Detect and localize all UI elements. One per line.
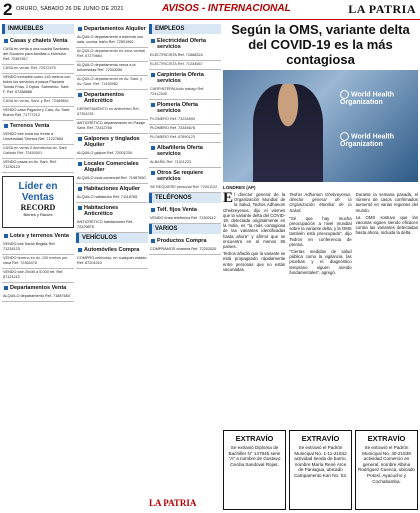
classified-ad: ALQUILO departamento a estrenar con sala, cocina, baño Ref. 72501962 [76,34,148,48]
classified-ad: VENDO inmueble como 140 metros con todos los servicios a pasos Plazuela Tomás Frías, 2 Dptos. Sarmiento, Sant. F. Ref. 67288888 [2,74,74,98]
extravio-notices [223,430,418,510]
extravio-body: Se extravió el Padrón Municipal No. 1-11-21842 actividad tienda de barrio, nombre María René Arce de Paniagua, ubicado Campamento Kan No. 53. [293,445,348,478]
article-paragraph: El director general de la Organización Mundial de la Salud, Tedros Adhanom Ghebreyesus, dijo el viernes que la variante delta del COVID-19, detectada originalmente en la India, es "la más contagiosa de las variantes identificadas hasta ahora" y afirmó que se encuentra en al menos 85 países. [223,190,286,250]
classified-ad: CASA en venta a una cuadra Santuario del Socavón para familias o inversión. Ref. 72467817 [2,46,74,65]
extravio-title: EXTRAVÍO [367,434,406,443]
article-byline: LONDRES (AP) [223,185,256,190]
classified-heading: Otros Se requiere servicios [149,168,221,184]
classified-ad: DEPARTAMENTO en anticrético Ref. 67354781 [76,106,148,120]
article-paragraph: "Ciertas medidas de salud pública como la vigilancia, las pruebas y el diagnóstico temprano siguen siendo fundamentales", agregó. [289,249,352,275]
classified-ad: ALQUILO galpón Ref. 72001234 [76,150,148,159]
classified-heading: Departamentos Anticrético [76,90,148,106]
varios-groups [149,236,221,255]
classified-heading: Automóviles Compra [76,245,148,255]
classified-ad: COMPRO vehículos, en cualquier estado Ref. 67201010 [76,255,148,269]
classified-heading: Departamentos Venta [2,283,74,293]
classified-groups-lower [2,231,74,302]
who-logo-top [340,90,410,107]
classified-heading: Habitaciones Anticrético [76,203,148,219]
classified-ad: ALQUILO departamento en Av. Sant. y Av. Sant. Ref. 71430982 [76,76,148,90]
classified-ad: PLOMERO Ref. 67890123 [149,134,221,143]
classified-ad: ALBAÑIL Ref. 71011223 [149,159,221,168]
article-column-b [289,192,351,277]
article-column-a [223,192,285,277]
classified-ad: ALQUILO departamento en zona central Ref. 67279864 [76,48,148,62]
classified-heading: Terrenos Venta [2,121,74,131]
lider-line3: RECORD [20,203,56,212]
classified-ad: VENDO lote Santa Brigida Ref. 71234123 [2,241,74,255]
classified-ad: VENDO lote zona sur frente a Universidad Técnica Ref. 71227654 [2,131,74,145]
classified-ad: PLOMERO Ref. 72345678 [149,125,221,134]
drop-cap: E [223,190,234,206]
classified-heading: Albañilería Oferta servicios [149,143,221,159]
classified-ad: ELECTRICISTA Ref. 71568324 [149,52,221,61]
classified-groups [76,24,148,233]
classified-groups [2,36,74,173]
category-varios: VARIOS [149,224,221,234]
classified-heading: Locales Comerciales Alquiler [76,159,148,175]
article-paragraph: "Sé que hay mucha preocupación a nivel mundial sobre la variante delta, y la OMS también está preocupada", dijo Tedros en conferencia de prensa. [289,215,352,247]
classified-ad: ALQUILO local comercial Ref. 71987650 [76,175,148,184]
article-column-b-text [289,216,351,275]
article-photo [223,70,418,182]
article-body [223,192,418,277]
classified-ad: VENDO casa Pagador y Caro, Av. Sant. Bueno Ref. 71777212 [2,107,74,121]
lider-line1: Líder en [18,181,58,192]
section-title: AVISOS - INTERNACIONAL [162,3,291,14]
who-logo-text-2: World Health Organization [340,133,395,149]
photo-person [253,84,323,182]
classifieds-column-2 [76,24,148,513]
extravio-body: Se extravió Diploma de Bachiller N° 147845 serie "A" a nombre de Gustavo Cecilia Sandoval Rojas. [228,445,281,467]
lider-line2: Ventas [21,192,55,203]
classified-ad: ELECTRICISTA Ref. 71234567 [149,61,221,70]
classified-ad: VENDO casas en Av. Sant. Ref. 71230123 [2,159,74,173]
photo-caption: Tedros Adhanom Ghebreyesus, director general de la Organización Mundial de la Salud. [289,192,352,213]
classifieds-column-3 [149,24,221,513]
extravio-box [355,430,418,510]
classified-heading: Productos Compra [149,236,221,246]
classified-heading: Electricidad Oferta servicios [149,36,221,52]
classified-ad: VENDO lote 20x30 a 5.000 ref. Ref. 67121212 [2,269,74,283]
classified-heading: Casas y chalets Venta [2,36,74,46]
vehicle-groups [76,245,148,269]
page-number: 2 [3,0,13,19]
classified-ad: ALQUILO habitación Ref. 71118765 [76,194,148,203]
classified-ad: ANTICRÉTICO habitaciones Ref. 72229876 [76,219,148,233]
classified-ad: VENDO terreno en Av. 100 metros por casa Ref. 72365478 [2,255,74,269]
who-logo-bottom [340,132,410,149]
classified-ad: ALQUILO departamento Ref. 71887654 [2,293,74,302]
article-paragraph: Durante la semana pasada, el número de casos confirmados aumentó en varias regiones del mundo. [355,192,418,213]
classifieds-column-1 [2,24,74,513]
extravio-box [223,430,286,510]
article-paragraph: Tedros añadió que la variante se está propagando rápidamente entre personas que no están vacunadas. [223,251,286,272]
classified-heading: Departamentos Alquiler [76,24,148,34]
dateline: ORURO, SÁBADO 26 DE JUNIO DE 2021 [16,6,124,12]
classified-ad: PLOMERO Ref. 71234890 [149,116,221,125]
article-paragraph: La OMS sostuvo que las vacunas siguen siendo eficaces contra las variantes detectadas hasta ahora, incluida la delta. [355,214,418,236]
category-vehiculos: VEHÍCULOS [76,233,148,243]
classified-ad: SE REQUIERE personal Ref. 72001122 [149,184,221,193]
classified-ad: CASA en venta 3 dormitorios Av. Sant. Galindo Ref. 72450001 [2,145,74,159]
classified-ad: CASA en venta. Ref. 72572475 [2,65,74,74]
classified-ad: ALQUILO departamento cerca a la universidad Ref. 72343256 [76,62,148,76]
footer-logo [149,493,221,513]
news-article [223,22,418,428]
classified-heading: Telf. fijos Venta [149,205,221,215]
extravio-box [289,430,352,510]
classified-heading: Plomería Oferta servicios [149,100,221,116]
category-telefonos: TELÉFONOS [149,193,221,203]
article-column-c [356,192,418,277]
classified-groups [149,36,221,193]
classified-heading: Galpones y tinglados Alquiler [76,134,148,150]
footer-logo-text: LA PATRIA [149,498,197,508]
globe-icon [340,132,349,141]
classified-heading: Lotes y terrenos Venta [2,231,74,241]
classified-ad: COMPRAMOS chatarra Ref. 72202020 [149,246,221,255]
lider-line4: Bienes y Raíces [23,212,53,217]
classified-heading: Habitaciones Alquiler [76,184,148,194]
globe-icon [340,90,349,99]
article-headline: Según la OMS, variante delta del COVID-19 es la más contagiosa [231,22,410,67]
classified-ad: CASA en venta, Sant. y Ref. 72489854 [2,98,74,107]
category-inmuebles: INMUEBLES [2,24,74,34]
masthead-logo: LA PATRIA [348,2,416,16]
extravio-title: EXTRAVÍO [235,434,274,443]
lider-ventas-ad [2,176,74,228]
extravio-title: EXTRAVÍO [301,434,340,443]
classified-ad: CARPINTERÍA todo trabajo Ref. 72412345 [149,86,221,100]
phone-groups [149,205,221,224]
page-header [0,0,420,20]
classified-heading: Carpintería Oferta servicios [149,70,221,86]
classified-ad: ANTICRÉTICO departamento en Pasaje Sant. Ref. 72412765 [76,120,148,134]
who-logo-text: World Health Organization [340,91,395,107]
classified-ad: VENDO línea telefónica Ref. 71300112 [149,215,221,224]
extravio-body: Se extravió el Padrón Municipal No. 30-21538 actividad Comercio en general, nombre Albina Rodríguez Cuenca, ubicado Potosí, Ayacucho y Cochabamba. [358,445,415,484]
category-empleos: EMPLEOS [149,24,221,34]
